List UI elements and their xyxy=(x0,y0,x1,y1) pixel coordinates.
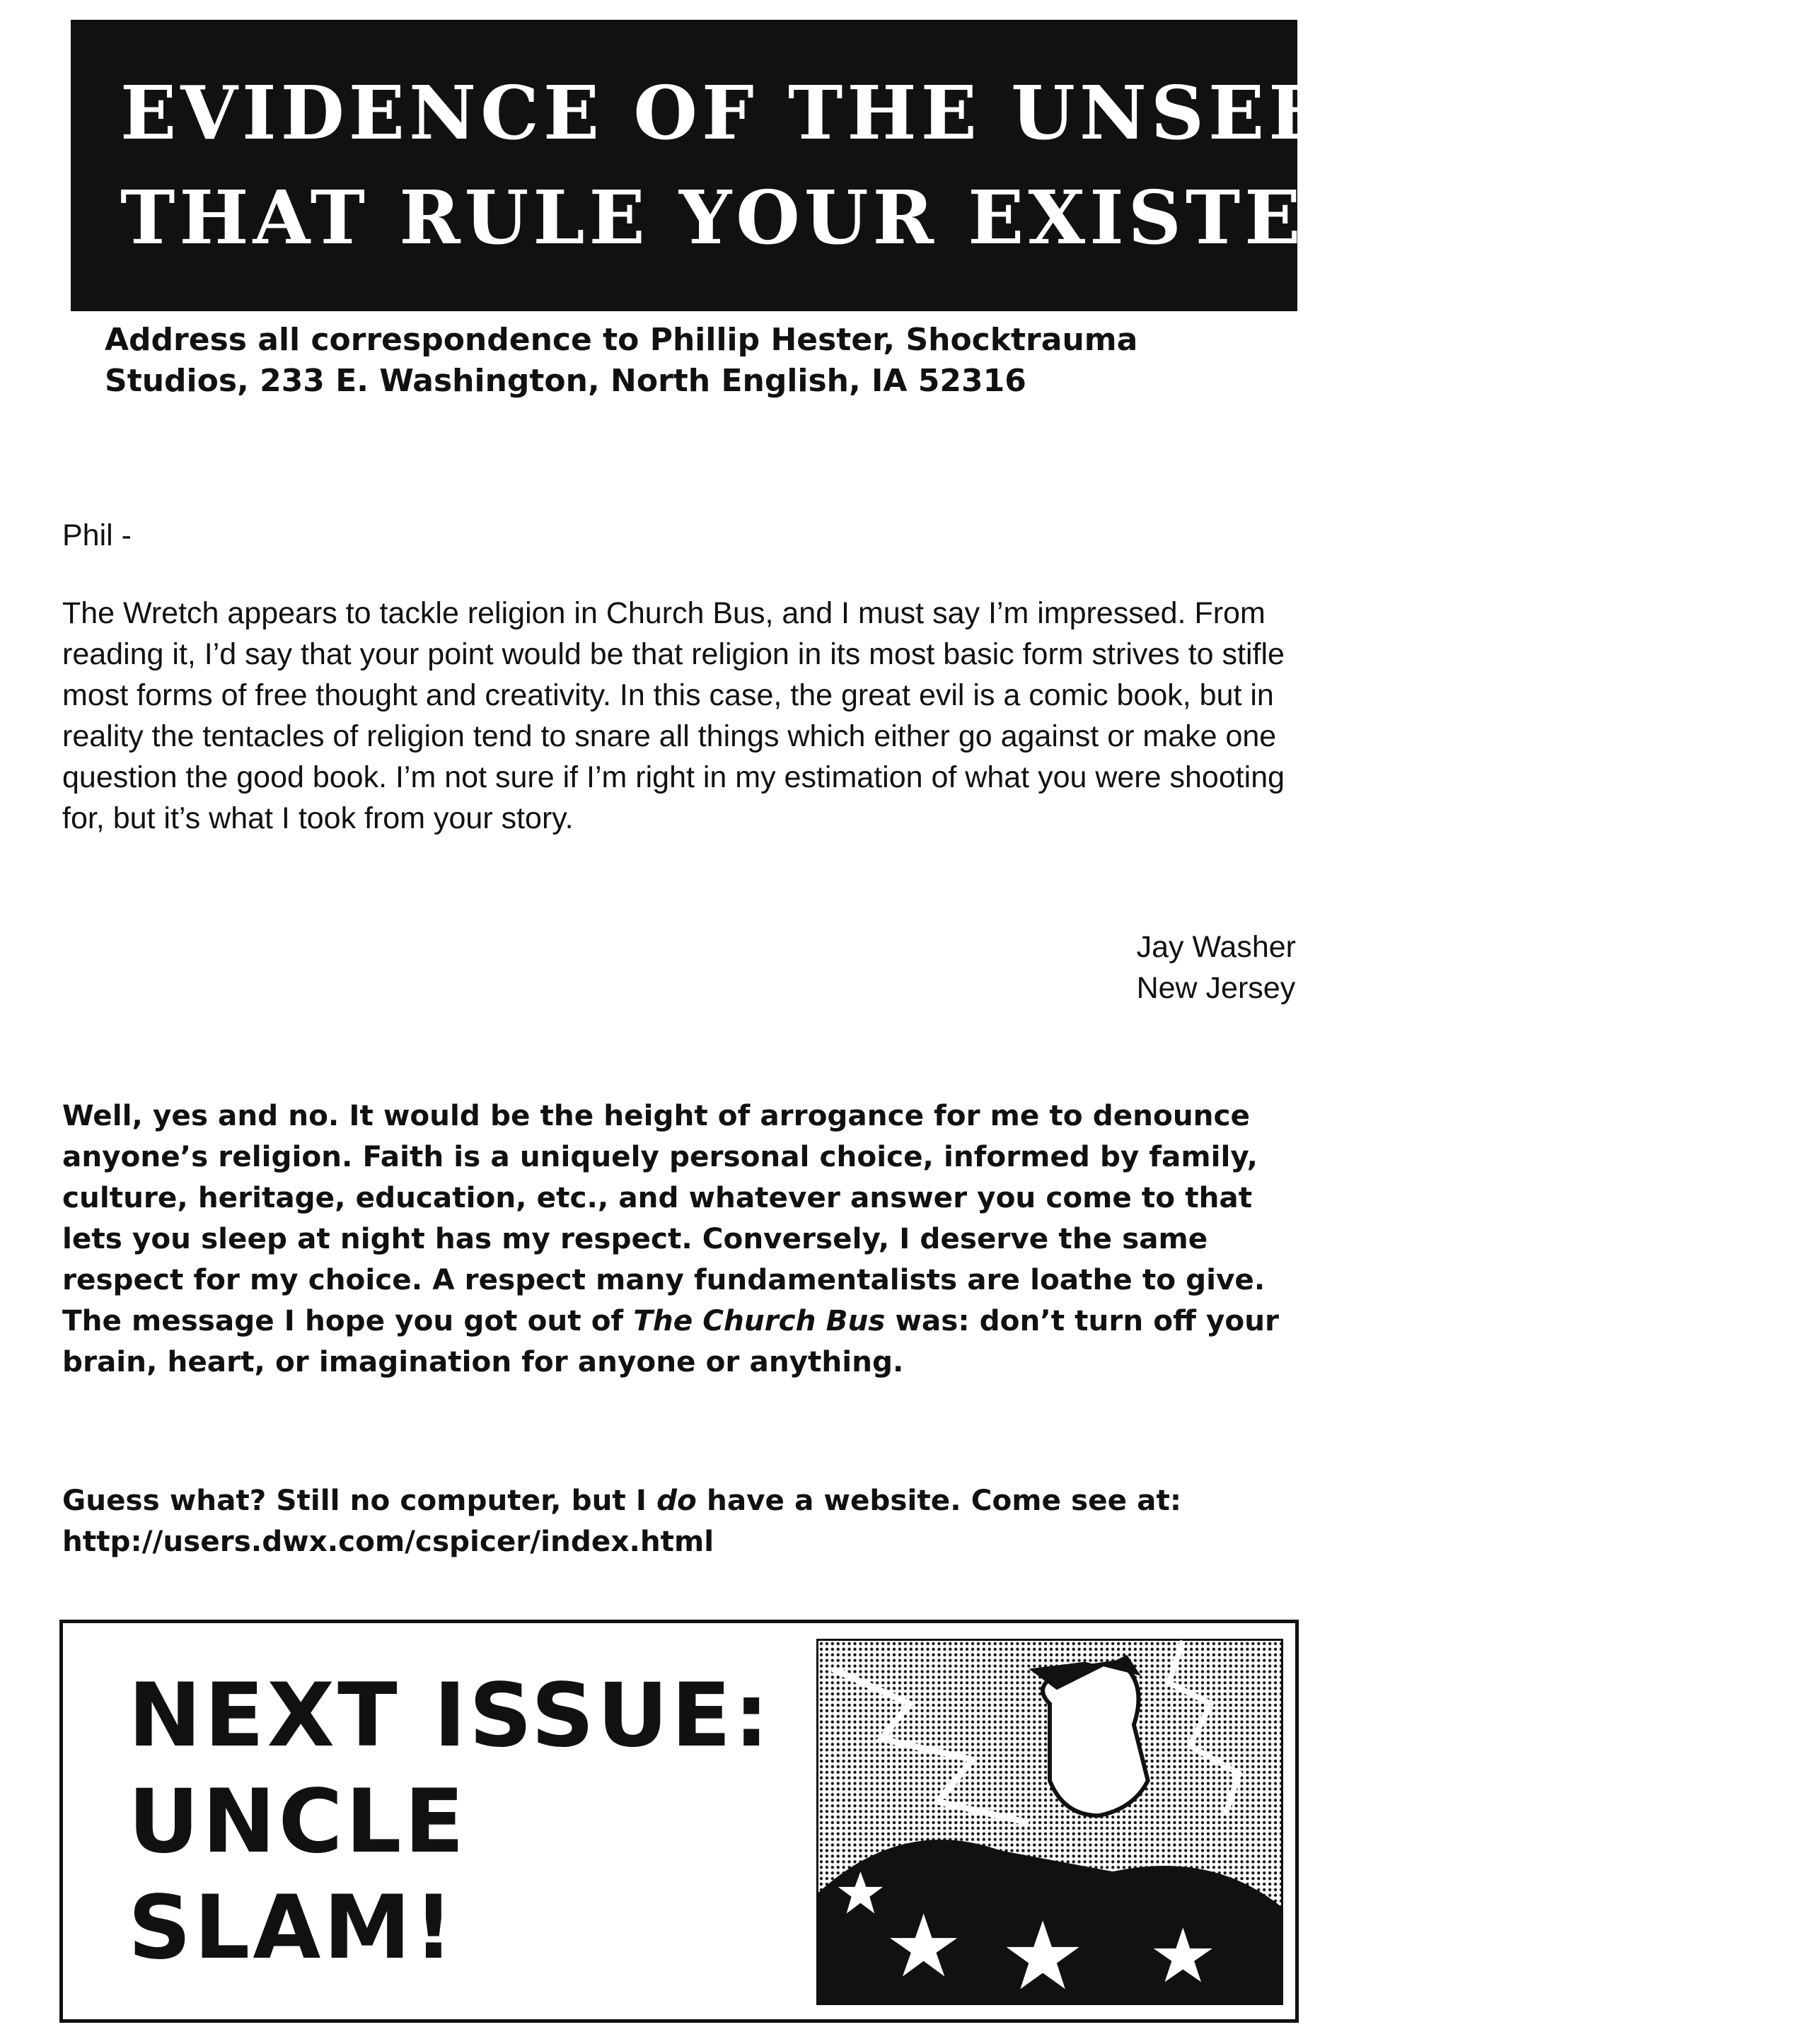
next-issue-line-2: UNCLE xyxy=(128,1771,468,1873)
uncle-slam-illustration xyxy=(816,1639,1283,2005)
next-issue-line-3: SLAM! xyxy=(128,1877,457,1979)
letter-body: The Wretch appears to tackle religion in Church Bus, and I must say I’m impressed. From reading it, I’d say that your point would be that religion in its most basic form strives to stifle most forms of free thought and creativity. In this case, the great evil is a comic book, but in reality the tentacles of religion tend to snare all things which either go against or make one question the good book. I’m not sure if I’m right in my estimation of what you were shooting for, but it’s what I took from your story. xyxy=(62,596,1285,835)
header-title-line-1: EVIDENCE OF THE UNSEEN FORCES xyxy=(120,69,1801,156)
editor-reply-paragraph-2 xyxy=(62,1480,1307,1562)
next-issue-heading xyxy=(128,1663,772,1981)
next-issue-line-1: NEXT ISSUE: xyxy=(128,1665,772,1767)
next-issue-box xyxy=(59,1620,1299,2023)
editor-reply-paragraph-1 xyxy=(62,1095,1307,1382)
address-line-2: Studios, 233 E. Washington, North English, IA 52316 xyxy=(105,363,1026,399)
reply-website-text-1: Guess what? Still no computer, but I xyxy=(62,1483,657,1517)
uncle-slam-drawing xyxy=(818,1641,1281,2003)
header-title-line-2: THAT RULE YOUR EXISTENCE xyxy=(120,174,1500,261)
reply-website-text-2: have a website. Come see at: http://users.dwx.com/cspicer/index.html xyxy=(62,1483,1182,1558)
letter-salutation: Phil - xyxy=(62,518,132,552)
correspondence-address xyxy=(105,320,1307,402)
reply-text-part-1: Well, yes and no. It would be the height of arrogance for me to denounce anyone’s religion. Faith is a uniquely personal choice, informed by family, culture, heritage, education, etc., and whatever answer you come to that lets you sleep at night has my respect. Conversely, I deserve the same respect for my choice. A respect many fundamentalists are loathe to give. The message I hope you got out of xyxy=(62,1098,1266,1337)
reply-text-part-2: was: don’t turn off your brain, heart, or imagination for anyone or anything. xyxy=(62,1303,1280,1378)
header-banner xyxy=(71,20,1801,311)
signer-location: New Jersey xyxy=(1136,971,1296,1005)
reply-book-title: The Church Bus xyxy=(633,1303,886,1337)
letter-signature xyxy=(1137,927,1296,1009)
signer-name: Jay Washer xyxy=(1136,930,1296,964)
address-line-1: Address all correspondence to Phillip Hester, Shocktrauma xyxy=(105,322,1138,358)
reply-emphasis: do xyxy=(656,1483,697,1517)
